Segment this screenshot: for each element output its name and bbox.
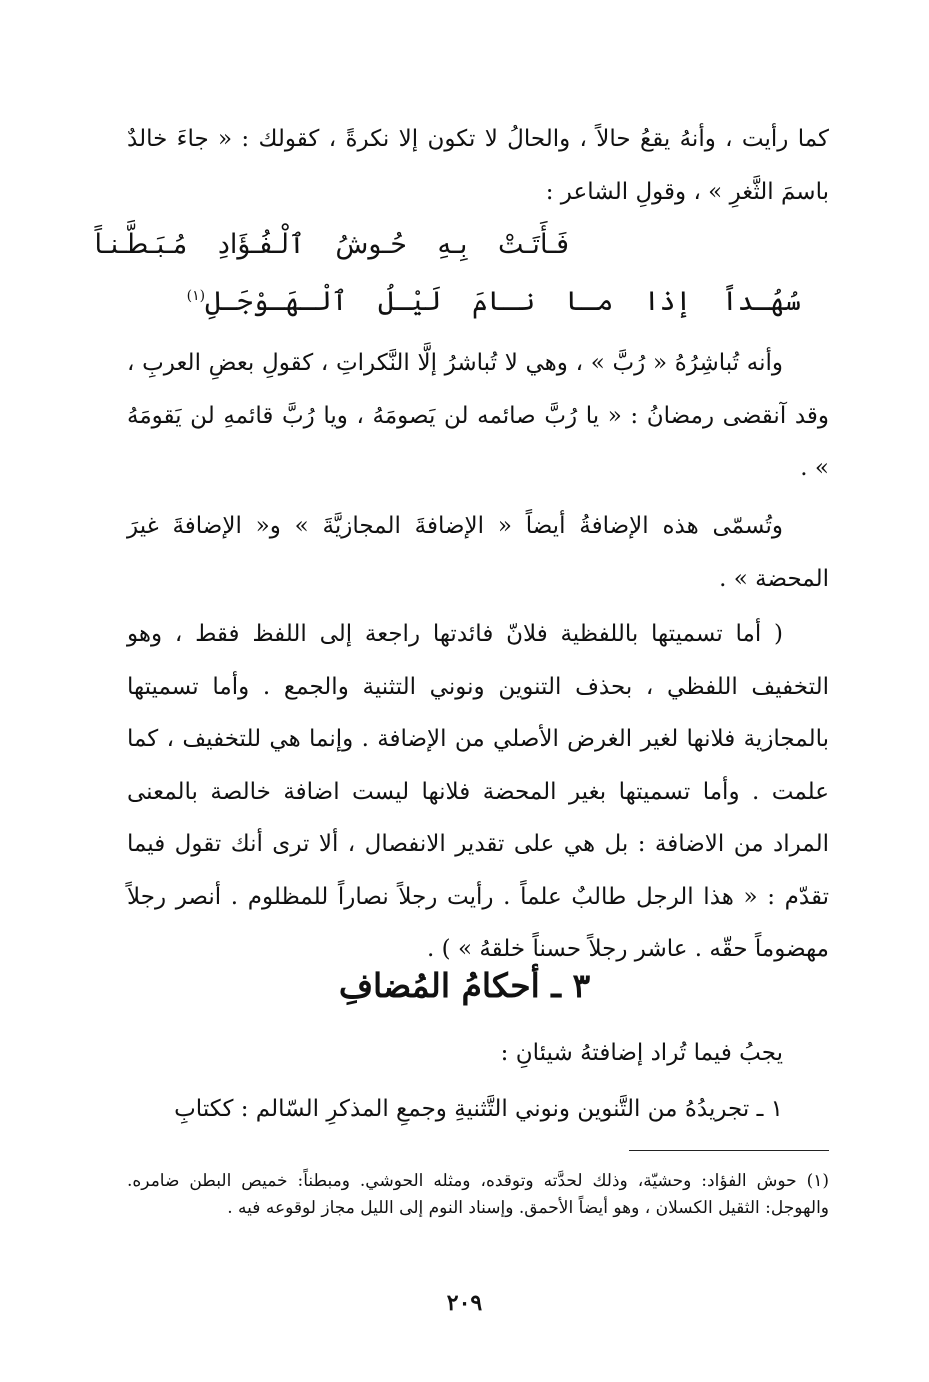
verse-line-second — [187, 276, 801, 322]
paragraph-rule-one: ١ ـ تجريدُهُ من التَّنوين ونوني التَّثنيةِ وجمعِ المذكرِ السّالم : ككتابِ — [174, 1096, 783, 1122]
footnote-divider — [629, 1150, 829, 1151]
paragraph-rubba: وأنه تُباشِرُهُ « رُبَّ » ، وهي لا تُباشرُ إلَّا النَّكراتِ ، كقولِ بعضِ العربِ ، وقد آنقضى رمضانُ : « يا رُبَّ صائمه لن يَصومَهُ ، ويا رُبَّ قائمهِ لن يَقومَهُ » . — [127, 350, 829, 481]
paragraph-naming: وتُسمّى هذه الإضافةُ أيضاً « الإضافةَ المجازيَّةَ » و« الإضافةَ غيرَ المحضة » . — [127, 513, 829, 592]
paragraph-explanation: ( أما تسميتها باللفظية فلانّ فائدتها راجعة إلى اللفظ فقط ، وهو التخفيف اللفظي ، بحذف التنوين ونوني التثنية والجمع . وأما تسميتها بالمجازية فلانها لغير الغرض الأصلي من الإضافة . وإنما هي للتخفيف ، كما علمت . وأما تسميتها بغير المحضة فلانها ليست اضافة خالصة بالمعنى المراد من الاضافة : بل هي على تقدير الانفصال ، ألا ترى أنك تقول فيما تقدّم : « هذا الرجل طالبٌ علماً . رأيت رجلاً نصاراً للمظلوم . أنصر رجلاً مهضوماً حقّه . عاشر رجلاً حسناً خلقهُ » ) . — [127, 621, 829, 962]
verse-line-first: فَـأَتَـتْ بِـهِ حُـوشُ ٱلْـفُـؤَادِ مُـبَـطَّـنـاً — [94, 229, 569, 260]
footnote: (١) حوش الفؤاد: وحشيّة، وذلك لحدَّته وتوقده، ومثله الحوشي. ومبطناً: خميص البطن ضامره. والهوجل: الثقيل الكسلان ، وهو أيضاً الأحمق. وإسناد النوم إلى الليل مجاز لوقوعه فيه . — [127, 1171, 829, 1218]
paragraph-requirements: يجبُ فيما تُراد إضافتهُ شيئانِ : — [500, 1040, 783, 1066]
section-heading: ٣ ـ أحكامُ المُضافِ — [338, 966, 591, 1005]
page-number: ٢٠٩ — [446, 1290, 483, 1316]
paragraph-intro: كما رأيت ، وأنهُ يقعُ حالاً ، والحالُ لا تكون إلا نكرةً ، كقولك : « جاءَ خالدٌ باسمَ الثَّغرِ » ، وقولِ الشاعر : — [127, 126, 829, 205]
footnote-reference: (١) — [186, 288, 206, 304]
verse-line-second-text: سُهُـداً إذا مـا نـامَ لَيْـلُ ٱلْـهَـوْجَـلِ — [205, 286, 801, 317]
